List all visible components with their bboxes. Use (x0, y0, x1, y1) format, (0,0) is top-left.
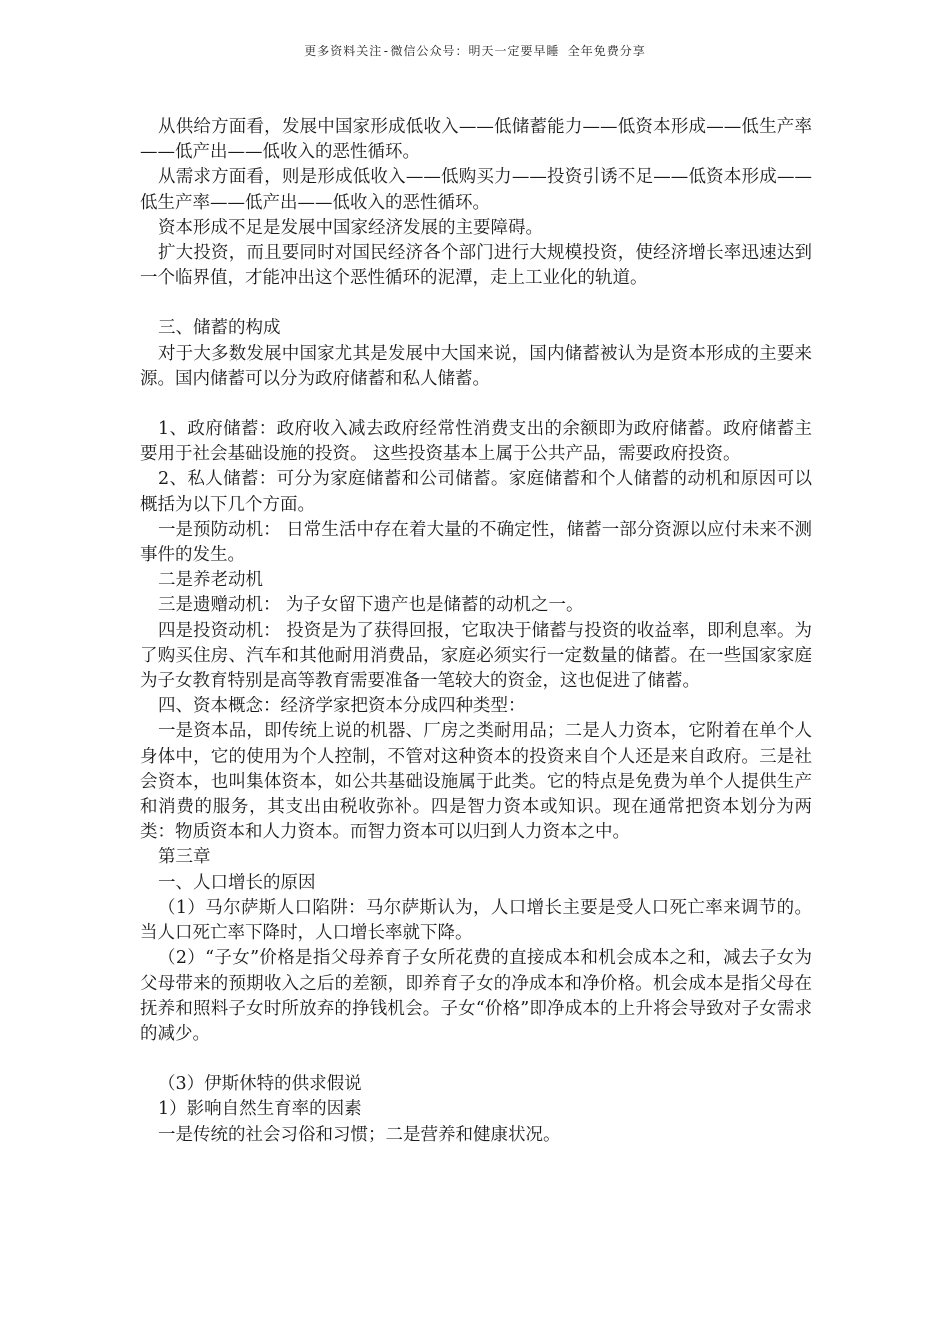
paragraph-domestic-savings: 对于大多数发展中国家尤其是发展中大国来说，国内储蓄被认为是资本形成的主要来源。国内储蓄可以分为政府储蓄和私人储蓄。 (140, 343, 812, 389)
section-heading-capital-concept: 四、资本概念：经济学家把资本分成四种类型： (158, 696, 526, 717)
spacer (140, 1047, 812, 1072)
paragraph-capital-obstacle: 资本形成不足是发展中国家经济发展的主要障碍。 (158, 217, 543, 238)
paragraph-investment-motive: 四是投资动机： 投资是为了获得回报，它取决于储蓄与投资的收益率，即利息率。为了购买住房、汽车和其他耐用消费品，家庭必须实行一定数量的储蓄。在一些国家家庭为子女教育特别是高等教育需要准备一笔较大的资金，这也促进了储蓄。 (140, 620, 812, 692)
section-heading-savings: 三、储蓄的构成 (158, 318, 281, 339)
spacer (140, 392, 812, 417)
paragraph-precaution-motive: 一是预防动机： 日常生活中存在着大量的不确定性，储蓄一部分资源以应付未来不测事件的发生。 (140, 519, 812, 566)
chapter-heading-three: 第三章 (158, 847, 211, 868)
paragraph-government-savings: 1、政府储蓄：政府收入减去政府经常性消费支出的余额即为政府储蓄。政府储蓄主要用于社会基础设施的投资。 这些投资基本上属于公共产品，需要政府投资。 (140, 419, 812, 465)
paragraph-retirement-motive: 二是养老动机 (158, 570, 263, 591)
paragraph-child-price: （2）“子女”价格是指父母养育子女所花费的直接成本和机会成本之和，减去子女为父母带来的预期收入之后的差额，即养育子女的净成本和净价格。机会成本是指父母在抚养和照料子女时所放弃的挣钱机会。子女“价格”即净成本的上升将会导致对子女需求的减少。 (140, 948, 812, 1044)
paragraph-demand-cycle: 从需求方面看，则是形成低收入——低购买力——投资引诱不足——低资本形成——低生产率——低产出——低收入的恶性循环。 (140, 167, 812, 213)
paragraph-expand-investment: 扩大投资，而且要同时对国民经济各个部门进行大规模投资，使经济增长率迅速达到一个临界值，才能冲出这个恶性循环的泥潭，走上工业化的轨道。 (140, 243, 812, 289)
paragraph-fertility-factors: 1）影响自然生育率的因素 (158, 1099, 362, 1120)
paragraph-malthus-trap: （1）马尔萨斯人口陷阱：马尔萨斯认为，人口增长主要是受人口死亡率来调节的。当人口死亡率下降时，人口增长率就下降。 (140, 897, 812, 944)
paragraph-private-savings: 2、私人储蓄：可分为家庭储蓄和公司储蓄。家庭储蓄和个人储蓄的动机和原因可以概括为以下几个方面。 (140, 469, 812, 515)
section-heading-population: 一、人口增长的原因 (158, 872, 316, 893)
paragraph-supply-cycle: 从供给方面看，发展中国家形成低收入——低储蓄能力——低资本形成——低生产率——低产出——低收入的恶性循环。 (140, 117, 812, 163)
paragraph-customs-nutrition: 一是传统的社会习俗和习惯；二是营养和健康状况。 (158, 1124, 561, 1145)
spacer (140, 291, 812, 316)
paragraph-capital-types: 一是资本品，即传统上说的机器、厂房之类耐用品；二是人力资本，它附着在单个人身体中，它的使用为个人控制，不管对这种资本的投资来自个人还是来自政府。三是社会资本，也叫集体资本，如公共基础设施属于此类。它的特点是免费为单个人提供生产和消费的服务，其支出由税收弥补。四是智力资本或知识。现在通常把资本划分为两类：物质资本和人力资本。而智力资本可以归到人力资本之中。 (140, 721, 812, 843)
document-body (140, 115, 812, 1148)
paragraph-easterlin-hypothesis: （3）伊斯休特的供求假说 (158, 1074, 362, 1095)
paragraph-bequest-motive: 三是遗赠动机： 为子女留下遗产也是储蓄的动机之一。 (158, 595, 584, 616)
page-header-watermark: 更多资料关注-微信公众号：明天一定要早睡 全年免费分享 (304, 44, 646, 58)
